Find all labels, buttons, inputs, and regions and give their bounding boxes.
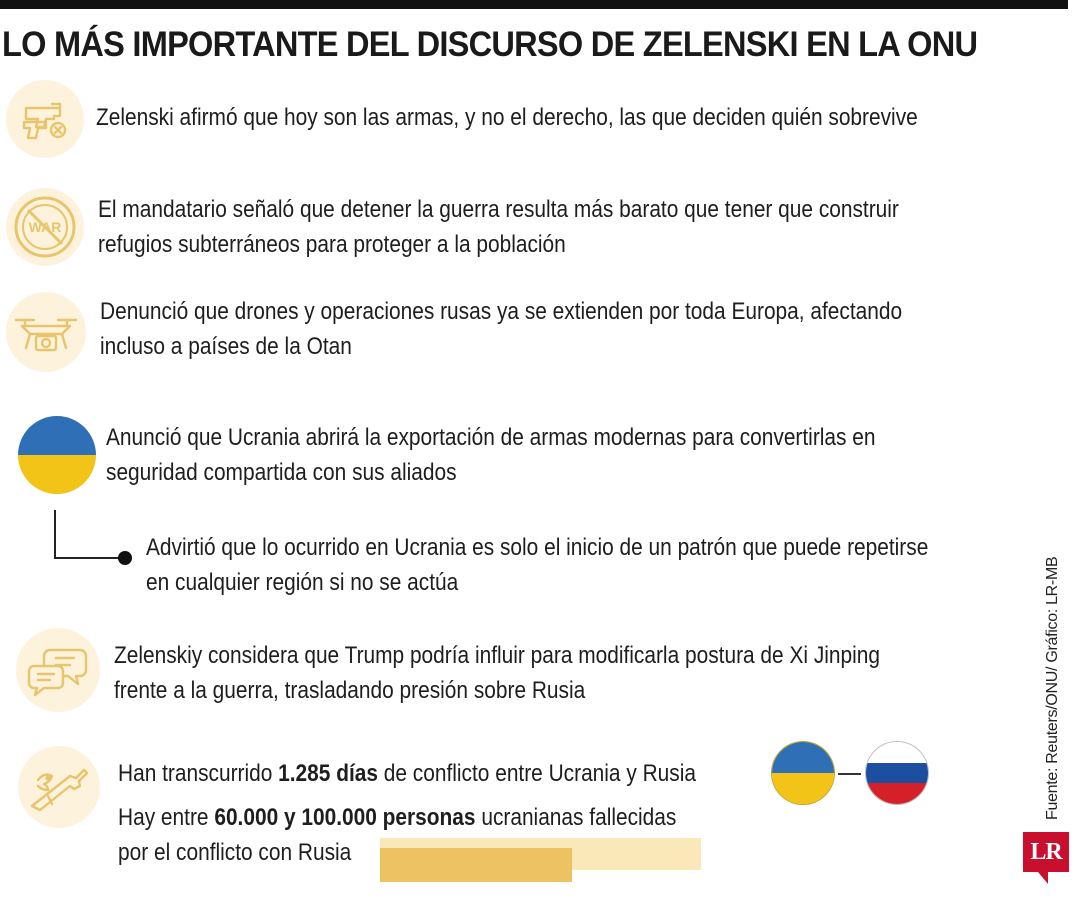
item-line: Anunció que Ucrania abrirá la exportación de armas modernas para convertirlas en [106, 424, 876, 451]
lr-logo: LR [1023, 832, 1069, 872]
item-line: en cualquier región si no se actúa [146, 569, 459, 596]
no-war-label: WAR [28, 219, 62, 235]
ukraine-flag-icon [18, 416, 96, 494]
connector-line-vertical [54, 510, 56, 559]
drone-icon [6, 292, 86, 372]
item-no-war-text [98, 192, 899, 262]
flag-stripe-blue [866, 763, 928, 784]
stat-deaths-post: ucranianas fallecidas [475, 804, 677, 831]
stat-deaths-text [118, 800, 676, 870]
item-export-text [106, 420, 876, 490]
stat-days-post: de conflicto entre Ucrania y Rusia [377, 760, 696, 787]
item-line: Zelenskiy considera que Trump podría influir para modificarla postura de Xi Jinping [114, 642, 880, 669]
rifle-dove-icon [18, 746, 100, 828]
stat-days-value: 1.285 días [278, 760, 378, 787]
stat-days-text [118, 756, 696, 791]
stat-days-pre: Han transcurrido [118, 760, 279, 787]
item-line: frente a la guerra, trasladando presión sobre Rusia [114, 677, 586, 704]
flag-stripe-red [866, 783, 928, 804]
item-line [118, 800, 676, 835]
item-drone-text [100, 294, 902, 364]
item-line: seguridad compartida con sus aliados [106, 459, 457, 486]
russia-flag-icon [866, 742, 928, 804]
weapons-icon [6, 80, 84, 158]
item-trump-text [114, 638, 880, 708]
speech-bubbles-icon [16, 628, 100, 712]
no-war-icon [6, 188, 84, 266]
item-weapons-text [96, 100, 918, 135]
stat-deaths-value: 60.000 y 100.000 personas [214, 804, 476, 831]
connector-line-horizontal [54, 557, 124, 559]
item-line: El mandatario señaló que detener la guerra resulta más barato que tener que construir [98, 196, 899, 223]
item-line: incluso a países de la Otan [100, 333, 352, 360]
lr-logo-tail [1038, 872, 1048, 884]
page-title: LO MÁS IMPORTANTE DEL DISCURSO DE ZELENSKI EN LA ONU [2, 25, 978, 64]
stat-deaths-pre: Hay entre [118, 804, 215, 831]
item-line: por el conflicto con Rusia [118, 839, 352, 866]
flag-stripe-blue [772, 742, 834, 773]
flag-stripe-white [866, 742, 928, 763]
flag-stripe-yellow [18, 455, 96, 494]
item-line: Denunció que drones y operaciones rusas ya se extienden por toda Europa, afectando [100, 298, 903, 325]
item-line: Advirtió que lo ocurrido en Ucrania es solo el inicio de un patrón que puede repetirse [146, 534, 929, 561]
ukraine-flag-small [772, 742, 834, 804]
flag-stripe-yellow [772, 773, 834, 804]
item-pattern-text [146, 530, 928, 600]
top-rule [0, 0, 1068, 9]
item-line: Zelenski afirmó que hoy son las armas, y no el derecho, las que deciden quién sobrevive [96, 104, 918, 131]
item-line: refugios subterráneos para proteger a la población [98, 231, 566, 258]
flag-dash [838, 773, 861, 775]
source-credit: Fuente: Reuters/ONU/ Gráfico: LR-MB [1044, 556, 1061, 820]
flag-stripe-blue [18, 416, 96, 455]
connector-dot [118, 551, 132, 565]
